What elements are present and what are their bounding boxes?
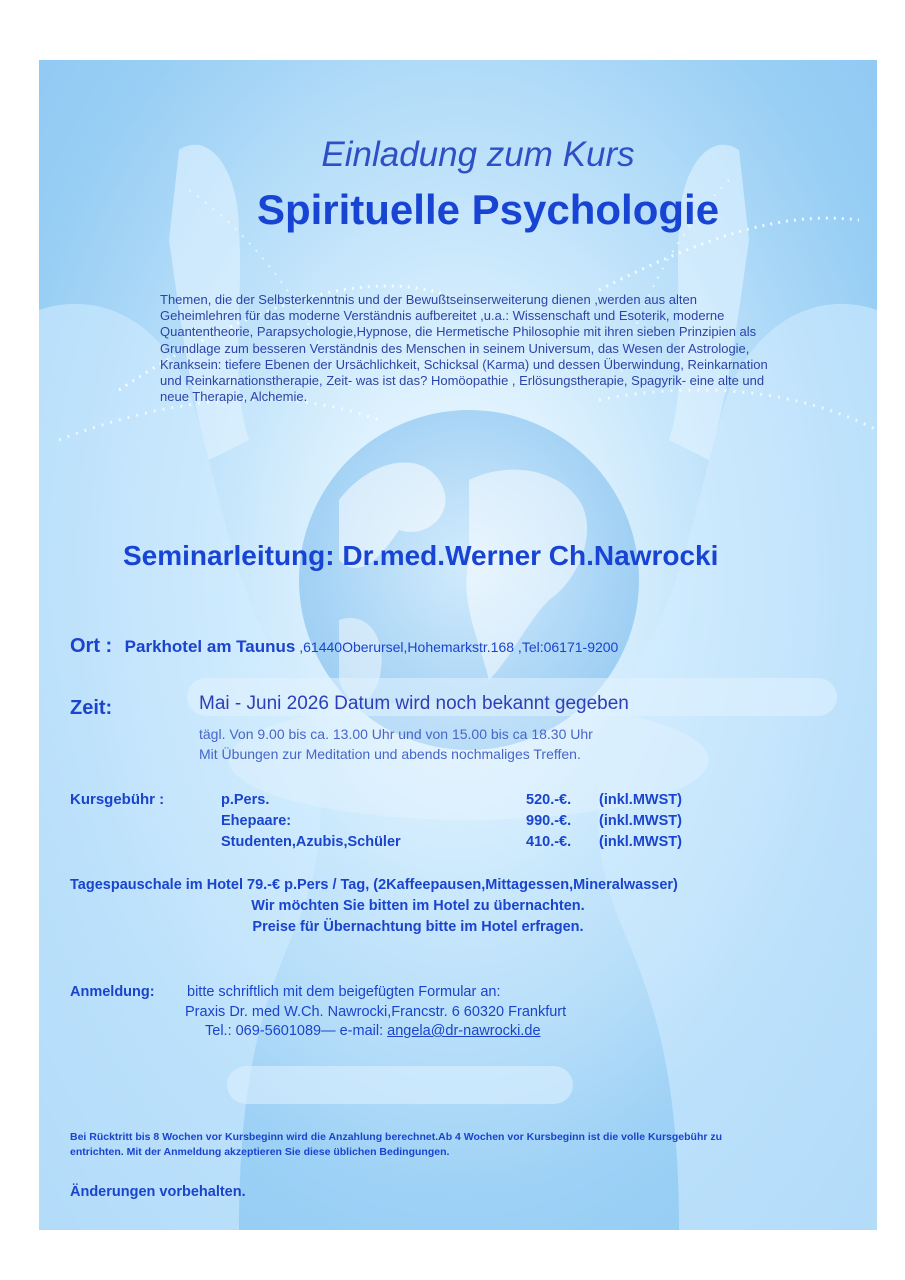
time-details bbox=[199, 724, 593, 764]
time-date: Mai - Juni 2026 Datum wird noch bekannt gegeben bbox=[199, 693, 629, 714]
time-label: Zeit: bbox=[70, 697, 113, 719]
registration-phone: Tel.: 069-5601089— e-mail: bbox=[205, 1023, 388, 1039]
time-line-2: Mit Übungen zur Meditation und abends nochmaliges Treffen. bbox=[199, 746, 581, 762]
location-address: ,61440Oberursel,Hohemarkstr.168 ,Tel:06171-9200 bbox=[295, 639, 619, 655]
changes-note: Änderungen vorbehalten. bbox=[70, 1184, 246, 1200]
cancellation-terms: Bei Rücktritt bis 8 Wochen vor Kursbeginn wird die Anzahlung berechnet.Ab 4 Wochen vor Kursbeginn ist die volle Kursgebühr zu entrichten. Mit der Anmeldung akzeptieren Sie diese üblichen Bedingungen. bbox=[70, 1131, 723, 1158]
fee-price: 520.-€. bbox=[526, 792, 572, 808]
location-venue: Parkhotel am Taunus bbox=[124, 637, 296, 656]
seminar-leader: Seminarleitung: Dr.med.Werner Ch.Nawrocki bbox=[123, 540, 719, 571]
page-title: Spirituelle Psychologie bbox=[256, 186, 720, 233]
fee-vat: (inkl.MWST) bbox=[599, 792, 682, 808]
registration-line-1: bitte schriftlich mit dem beigefügten Formular an: bbox=[187, 984, 501, 1000]
fee-name: Studenten,Azubis,Schüler bbox=[221, 834, 401, 850]
fee-name: p.Pers. bbox=[221, 792, 270, 808]
location-label: Ort : bbox=[70, 635, 113, 657]
fee-name: Ehepaare: bbox=[221, 813, 292, 829]
intro-text: Themen, die der Selbsterkenntnis und der Bewußtseinserweiterung dienen ,werden aus alten Geheimlehren für das moderne Verständnis aufbereitet ,u.a.: Wissenschaft und Esoterik, moderne Quantentheorie, Parapsychologie,Hypnose, die Hermetische Philosophie mit ihren sieben Prinzipien als Grundlage zum besseren Verständnis des Menschen in seinem Universum, das Wesen der Astrologie, Kranksein: tiefere Ebenen der Ursächlichkeit, Schicksal (Karma) und dessen Überwindung, Reinkarnation und Reinkarnationstherapie, Zeit- was ist das? Homöopathie , Erlösungstherapie, Spagyrik- eine alte und neue Therapie, Alchemie. bbox=[160, 292, 768, 405]
hotel-stay-request: Wir möchten Sie bitten im Hotel zu übernachten. bbox=[251, 898, 585, 914]
fee-price: 410.-€. bbox=[526, 834, 572, 850]
registration-contact bbox=[205, 1023, 541, 1039]
fee-vat: (inkl.MWST) bbox=[599, 813, 682, 829]
location-line bbox=[70, 635, 618, 658]
hotel-price-note: Preise für Übernachtung bitte im Hotel erfragen. bbox=[252, 919, 584, 935]
flyer bbox=[39, 60, 877, 1230]
hotel-day-rate: Tagespauschale im Hotel 79.-€ p.Pers / Tag, (2Kaffeepausen,Mittagessen,Mineralwasser) bbox=[70, 877, 678, 893]
fee-vat: (inkl.MWST) bbox=[599, 834, 682, 850]
registration-address: Praxis Dr. med W.Ch. Nawrocki,Francstr. 6 60320 Frankfurt bbox=[185, 1004, 567, 1020]
fee-label: Kursgebühr : bbox=[70, 791, 165, 808]
fee-price: 990.-€. bbox=[526, 813, 572, 829]
title-eyebrow: Einladung zum Kurs bbox=[321, 135, 635, 174]
registration-label: Anmeldung: bbox=[70, 984, 155, 1000]
blank-highlight-box bbox=[227, 1066, 573, 1104]
time-line-1: tägl. Von 9.00 bis ca. 13.00 Uhr und von 15.00 bis ca 18.30 Uhr bbox=[199, 726, 593, 742]
email-link[interactable]: angela@dr-nawrocki.de bbox=[387, 1023, 541, 1039]
